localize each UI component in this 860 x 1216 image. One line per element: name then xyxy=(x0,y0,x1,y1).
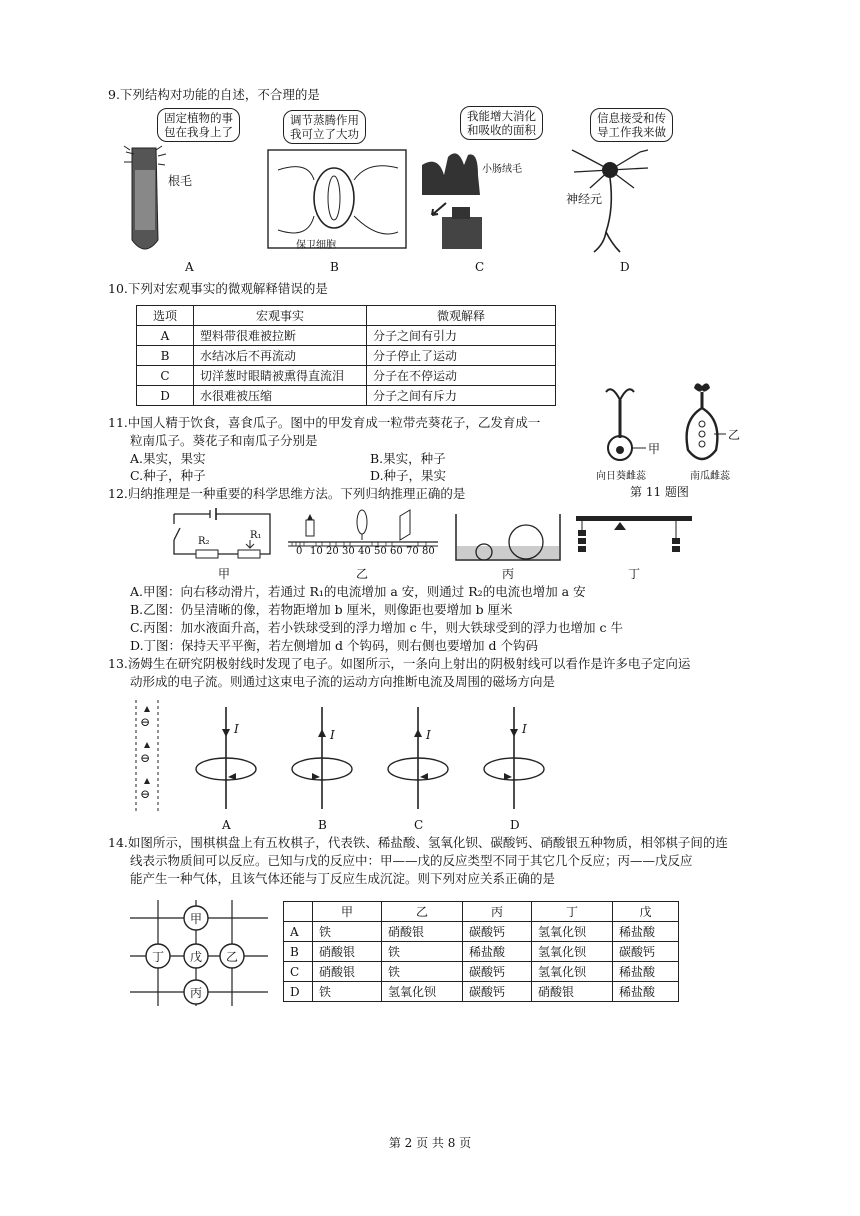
q12-label-ding: 丁 xyxy=(628,567,641,581)
q10-table xyxy=(136,305,556,406)
electron-icon: ⊖ xyxy=(140,751,151,765)
tick-label: 50 xyxy=(374,546,387,557)
q9-stem: 9.下列结构对功能的自述，不合理的是 xyxy=(108,87,320,102)
q13-line1: 13.汤姆生在研究阴极射线时发现了电子。如图所示，一条向上射出的阴极射线可以看作是许多电子定向运 xyxy=(108,656,691,671)
q12-label-yi: 乙 xyxy=(356,567,369,581)
q9-b-bubble: 调节蒸腾作用 我可立了大功 xyxy=(283,110,366,144)
q13-letter-a: A xyxy=(222,818,231,832)
q12-label-bing: 丙 xyxy=(502,567,515,581)
table-row: C 切洋葱时眼睛被熏得直流泪 分子在不停运动 xyxy=(137,366,556,386)
tick-label: 80 xyxy=(422,546,435,557)
q12-option-d: D.丁图：保持天平平衡，若左侧增加 d 个钩码，则右侧也要增加 d 个钩码 xyxy=(130,638,538,653)
q9-b-part: 保卫细胞 xyxy=(296,240,336,251)
q11-label-yi: 乙 xyxy=(728,428,741,442)
table-row: D 水很难被压缩 分子之间有斥力 xyxy=(137,386,556,406)
q12-r1-label: R₁ xyxy=(250,530,262,541)
q9-d-letter: D xyxy=(620,260,630,274)
q13-line2: 动形成的电子流。则通过这束电子流的运动方向推断电流及周围的磁场方向是 xyxy=(130,674,556,689)
q11-option-a: A.果实，果实 xyxy=(130,451,206,466)
tick-label: 10 xyxy=(310,546,323,557)
q9-d-bubble: 信息接受和传 导工作我来做 xyxy=(590,108,673,142)
piece-bing: 丙 xyxy=(190,986,203,1000)
ball-container-icon xyxy=(454,512,562,562)
q13-current-b: I xyxy=(330,728,335,742)
piece-wu: 戊 xyxy=(190,950,203,964)
q12-ruler-ticks xyxy=(288,546,438,558)
q11-line2: 粒南瓜子。葵花子和南瓜子分别是 xyxy=(130,433,318,448)
q9-d-part: 神经元 xyxy=(566,192,603,206)
q12-r2-label: R₂ xyxy=(198,536,210,547)
table-row: A 塑料带很难被拉断 分子之间有引力 xyxy=(137,326,556,346)
table-row: B 水结冰后不再流动 分子停止了运动 xyxy=(137,346,556,366)
q9-a-bubble: 固定植物的事 包在我身上了 xyxy=(157,108,240,142)
tick-label: 30 xyxy=(342,546,355,557)
q14-line3: 能产生一种气体，且该气体还能与丁反应生成沉淀。则下列对应关系正确的是 xyxy=(130,871,556,886)
q9-a-letter: A xyxy=(185,260,194,274)
piece-jia: 甲 xyxy=(190,912,203,926)
q13-letter-b: B xyxy=(318,818,327,832)
q12-option-a: A.甲图：向右移动滑片，若通过 R₁的电流增加 a 安，则通过 R₂的电流也增加 a 安 xyxy=(130,584,586,599)
electron-icon: ⊖ xyxy=(140,715,151,729)
tick-label: 70 xyxy=(406,546,419,557)
q14-line2: 线表示物质间可以反应。已知与戊的反应中：甲——戊的反应类型不同于其它几个反应；丙——戊反应 xyxy=(130,853,693,868)
table-row: D 铁 氢氧化钡 碳酸钙 硝酸银 稀盐酸 xyxy=(284,982,679,1002)
q12-stem: 12.归纳推理是一种重要的科学思维方法。下列归纳推理正确的是 xyxy=(108,486,466,501)
q12-option-b: B.乙图：仍呈清晰的像，若物距增加 b 厘米，则像距也要增加 b 厘米 xyxy=(130,602,513,617)
tick-label: 60 xyxy=(390,546,403,557)
q12-option-c: C.丙图：加水液面升高，若小铁球受到的浮力增加 c 牛，则大铁球受到的浮力也增加 c 牛 xyxy=(130,620,623,635)
q11-caption: 第 11 题图 xyxy=(630,485,689,499)
page-footer: 第 2 页 共 8 页 xyxy=(388,1136,472,1150)
q12-label-jia: 甲 xyxy=(218,567,231,581)
q14-line1: 14.如图所示，围棋棋盘上有五枚棋子，代表铁、稀盐酸、氢氧化钡、碳酸钙、硝酸银五种物质，相邻棋子间的连 xyxy=(108,835,728,850)
q11-option-c: C.种子，种子 xyxy=(130,468,206,483)
tick-label: 20 xyxy=(326,546,339,557)
table-row: B 硝酸银 铁 稀盐酸 氢氧化钡 碳酸钙 xyxy=(284,942,679,962)
q11-label-sunflower: 向日葵雌蕊 xyxy=(596,471,646,482)
tick-label: 40 xyxy=(358,546,371,557)
table-row: C 硝酸银 铁 碳酸钙 氢氧化钡 稀盐酸 xyxy=(284,962,679,982)
table-row: A 铁 硝酸银 碳酸钙 氢氧化钡 稀盐酸 xyxy=(284,922,679,942)
root-tip-icon xyxy=(120,140,180,260)
piece-ding: 丁 xyxy=(152,950,165,964)
q13-letter-c: C xyxy=(414,818,424,832)
q9-c-part: 小肠绒毛 xyxy=(482,164,522,175)
q13-current-d: I xyxy=(522,722,527,736)
table-row: 选项 宏观事实 微观解释 xyxy=(137,306,556,326)
table-row: 甲 乙 丙 丁 戊 xyxy=(284,902,679,922)
q11-label-jia: 甲 xyxy=(648,442,661,456)
lever-balance-icon xyxy=(576,512,692,564)
q11-label-pumpkin: 南瓜雌蕊 xyxy=(690,471,730,482)
q13-current-a: I xyxy=(234,722,239,736)
q11-option-d: D.种子，果实 xyxy=(370,468,447,483)
q9-b-letter: B xyxy=(330,260,339,274)
q9-a-part: 根毛 xyxy=(168,174,193,188)
magnetic-field-options-icon xyxy=(190,705,550,815)
q11-line1: 11.中国人精于饮食，喜食瓜子。图中的甲发育成一粒带壳葵花子，乙发育成一 xyxy=(108,415,541,430)
stoma-icon xyxy=(268,150,408,250)
q10-stem: 10.下列对宏观事实的微观解释错误的是 xyxy=(108,281,328,296)
q14-table xyxy=(283,901,679,1002)
electron-icon: ⊖ xyxy=(140,787,151,801)
q13-current-c: I xyxy=(426,728,431,742)
q11-option-b: B.果实，种子 xyxy=(370,451,446,466)
piece-yi: 乙 xyxy=(226,950,239,964)
circuit-icon xyxy=(170,510,280,568)
q9-c-bubble: 我能增大消化 和吸收的面积 xyxy=(460,106,543,140)
q9-c-letter: C xyxy=(475,260,485,274)
tick-label: 0 xyxy=(296,546,303,557)
q13-letter-d: D xyxy=(510,818,520,832)
